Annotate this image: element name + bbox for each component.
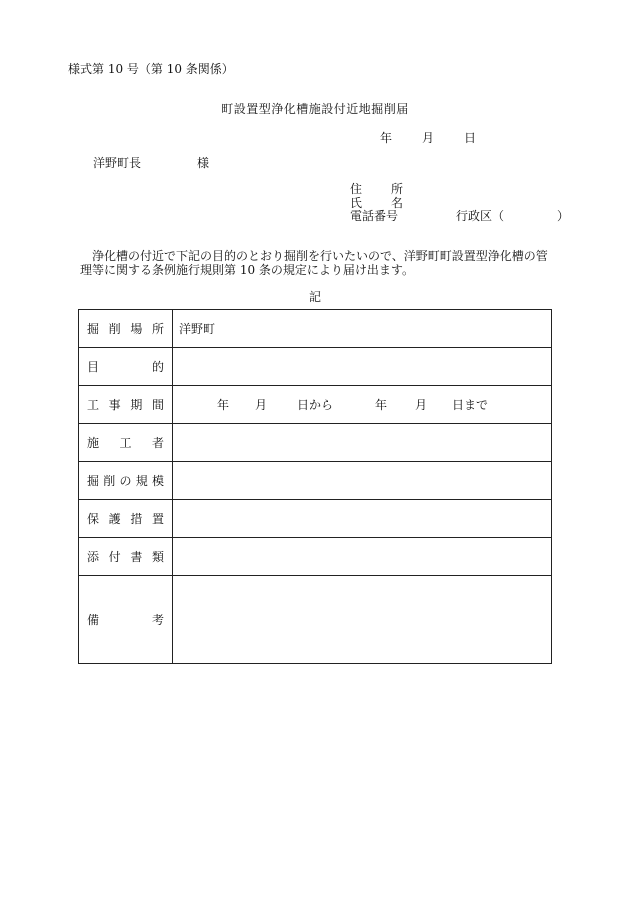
excavation-location-label-cell bbox=[79, 310, 173, 348]
attached-documents-value-cell[interactable] bbox=[173, 538, 552, 576]
label-char: 保 bbox=[87, 511, 100, 526]
name-label-char: 名 bbox=[391, 196, 404, 210]
label-char: 期 bbox=[130, 397, 143, 412]
label-char: 置 bbox=[151, 511, 164, 526]
label-char: 掘 bbox=[87, 321, 100, 336]
district-close: ） bbox=[557, 209, 570, 223]
detail-table bbox=[78, 309, 552, 664]
period-to-year: 年 bbox=[375, 397, 388, 412]
protective-measures-value-cell[interactable] bbox=[173, 500, 552, 538]
protective-measures-label-cell bbox=[79, 500, 173, 538]
label-char: の bbox=[119, 473, 132, 488]
label-char: 規 bbox=[135, 473, 148, 488]
purpose-value-cell[interactable] bbox=[173, 348, 552, 386]
label-char: 工 bbox=[119, 435, 132, 450]
date-year-label: 年 bbox=[380, 131, 393, 145]
contractor-value-cell[interactable] bbox=[173, 424, 552, 462]
label-char: 書 bbox=[130, 549, 143, 564]
label-char: 者 bbox=[151, 435, 164, 450]
label-char: 備 bbox=[87, 612, 100, 627]
name-label-char: 氏 bbox=[350, 196, 363, 210]
construction-period-label bbox=[79, 399, 172, 411]
body-paragraph: 浄化槽の付近で下記の目的のとおり掘削を行いたいので、洋野町町設置型浄化槽の管理等に関する条例施行規則第 10 条の規定により届け出ます。 bbox=[80, 249, 548, 277]
label-char: 措 bbox=[130, 511, 143, 526]
applicant-address-label bbox=[350, 183, 403, 195]
attached-documents-label bbox=[79, 551, 172, 563]
excavation-location-value: 洋野町 bbox=[179, 321, 216, 336]
excavation-location-label bbox=[79, 323, 172, 335]
purpose-label bbox=[79, 361, 172, 373]
label-char: 的 bbox=[151, 359, 164, 374]
label-char: 目 bbox=[87, 359, 100, 374]
date-day-label: 日 bbox=[464, 131, 477, 145]
excavation-scale-label-cell bbox=[79, 462, 173, 500]
address-label-char: 所 bbox=[391, 182, 404, 196]
ki-heading: 記 bbox=[308, 290, 321, 304]
remarks-value-cell[interactable] bbox=[173, 576, 552, 664]
construction-period-value bbox=[173, 399, 551, 411]
addressee-honorific: 様 bbox=[197, 156, 210, 170]
excavation-scale-value-cell[interactable] bbox=[173, 462, 552, 500]
period-from-day: 日から bbox=[297, 397, 334, 412]
period-from-year: 年 bbox=[217, 397, 230, 412]
table-row-remarks bbox=[79, 576, 552, 664]
label-char: 間 bbox=[151, 397, 164, 412]
construction-period-label-cell bbox=[79, 386, 173, 424]
label-char: 事 bbox=[108, 397, 121, 412]
applicant-name-label bbox=[350, 197, 403, 209]
label-char: 所 bbox=[151, 321, 164, 336]
label-char: 場 bbox=[130, 321, 143, 336]
table-row-construction-period bbox=[79, 386, 552, 424]
period-from-month: 月 bbox=[255, 397, 268, 412]
addressee bbox=[93, 157, 209, 169]
form-number: 様式第 10 号（第 10 条関係） bbox=[68, 62, 234, 76]
table-row-attached-documents bbox=[79, 538, 552, 576]
attached-documents-label-cell bbox=[79, 538, 173, 576]
label-char: 工 bbox=[87, 397, 100, 412]
excavation-location-value-cell[interactable] bbox=[173, 310, 552, 348]
address-label-char: 住 bbox=[350, 182, 363, 196]
period-to-month: 月 bbox=[415, 397, 428, 412]
table-row-protective-measures bbox=[79, 500, 552, 538]
remarks-label bbox=[79, 614, 172, 626]
table-row-contractor bbox=[79, 424, 552, 462]
label-char: 付 bbox=[108, 549, 121, 564]
construction-period-value-cell[interactable] bbox=[173, 386, 552, 424]
label-char: 護 bbox=[108, 511, 121, 526]
label-char: 掘 bbox=[87, 473, 100, 488]
label-char: 模 bbox=[151, 473, 164, 488]
contractor-label bbox=[79, 437, 172, 449]
date-month-label: 月 bbox=[422, 131, 435, 145]
applicant-phone-label: 電話番号 bbox=[350, 209, 399, 223]
purpose-label-cell bbox=[79, 348, 173, 386]
addressee-name: 洋野町長 bbox=[93, 156, 142, 170]
contractor-label-cell bbox=[79, 424, 173, 462]
district-label bbox=[456, 210, 569, 222]
label-char: 施 bbox=[87, 435, 100, 450]
excavation-scale-label bbox=[79, 475, 172, 487]
label-char: 添 bbox=[87, 549, 100, 564]
label-char: 考 bbox=[151, 612, 164, 627]
label-char: 類 bbox=[151, 549, 164, 564]
table-row-excavation-scale bbox=[79, 462, 552, 500]
remarks-label-cell bbox=[79, 576, 173, 664]
table-row-purpose bbox=[79, 348, 552, 386]
table-row-excavation-location bbox=[79, 310, 552, 348]
district-open: 行政区（ bbox=[456, 209, 505, 223]
period-to-day: 日まで bbox=[452, 397, 489, 412]
document-title: 町設置型浄化槽施設付近地掘削届 bbox=[221, 102, 409, 116]
submission-date bbox=[380, 132, 476, 144]
protective-measures-label bbox=[79, 513, 172, 525]
label-char: 削 bbox=[108, 321, 121, 336]
label-char: 削 bbox=[103, 473, 116, 488]
